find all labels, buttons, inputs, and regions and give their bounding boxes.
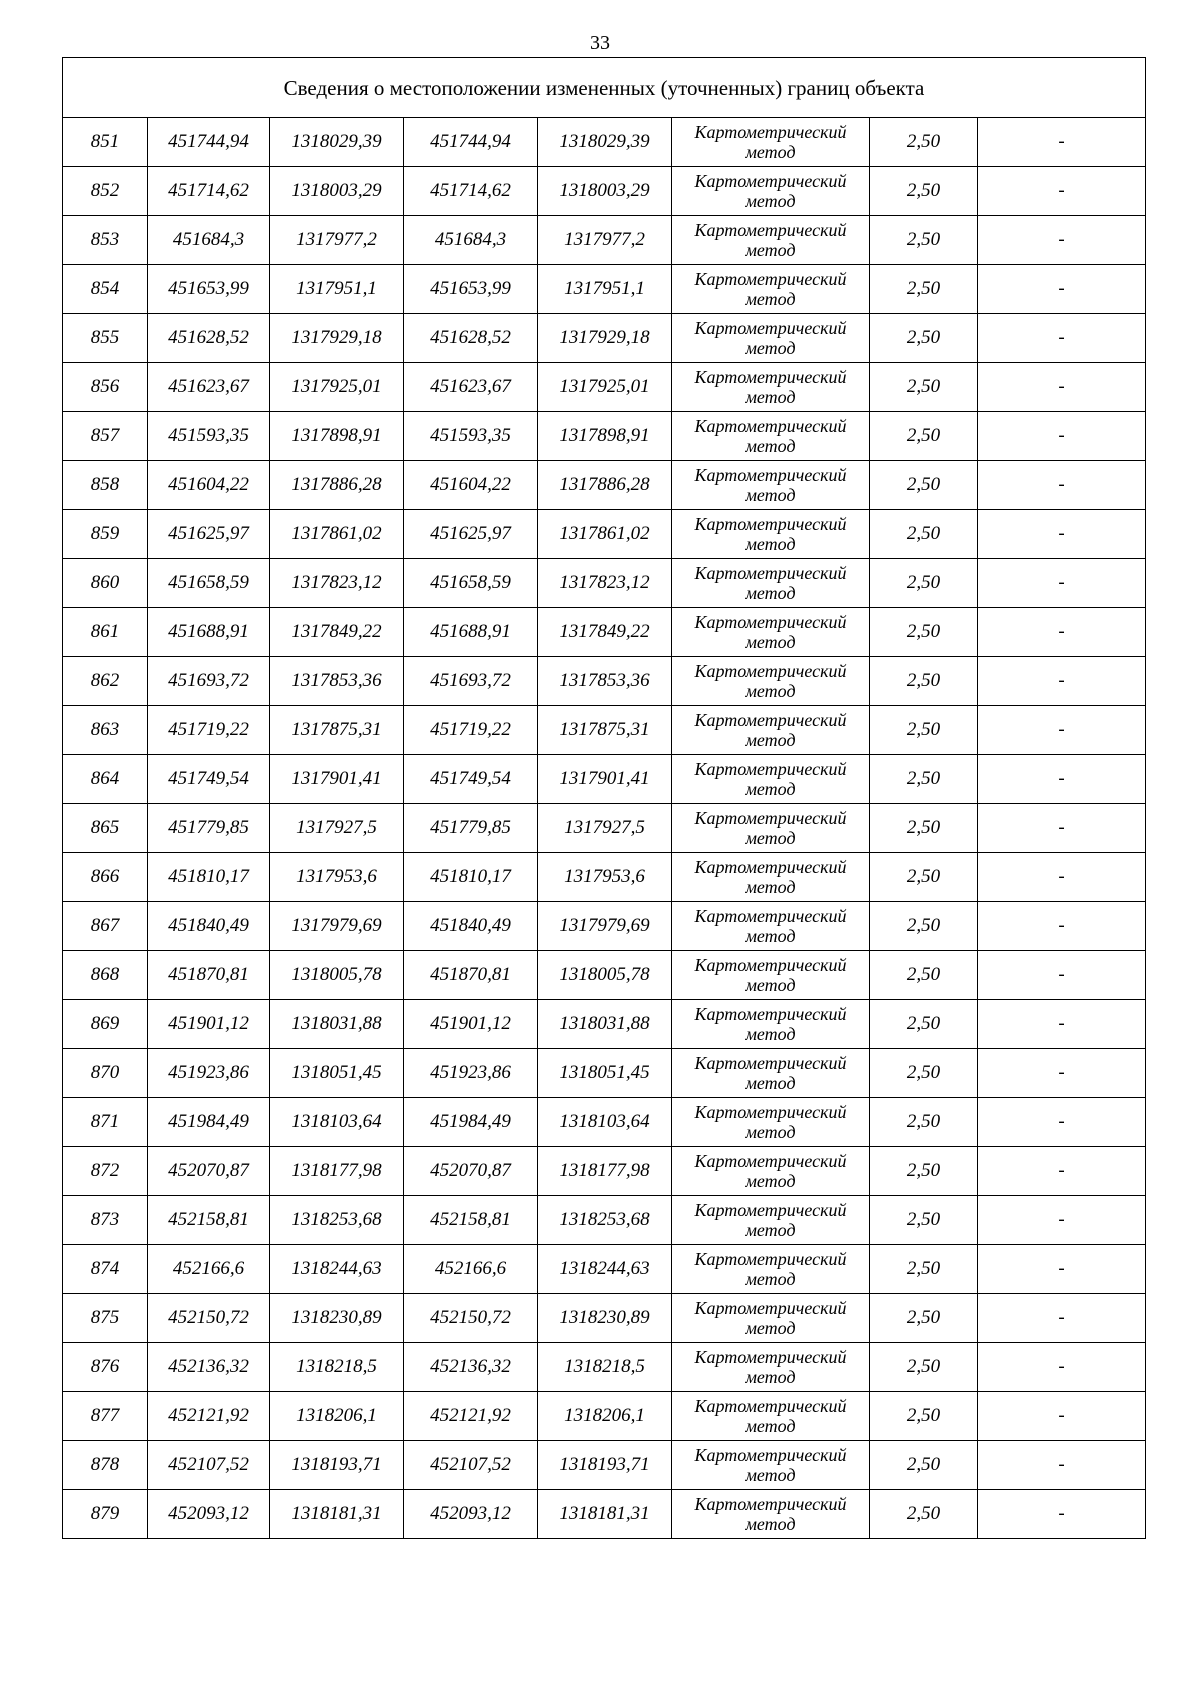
method-cell: Картометрический метод [672,1000,870,1049]
point-number-cell: 874 [63,1245,148,1294]
y-refined-cell: 1318003,29 [538,167,672,216]
accuracy-cell: 2,50 [870,755,978,804]
note-cell: - [978,902,1146,951]
point-number-cell: 864 [63,755,148,804]
note-cell: - [978,559,1146,608]
note-cell: - [978,706,1146,755]
y-refined-cell: 1317951,1 [538,265,672,314]
x-refined-cell: 451658,59 [404,559,538,608]
method-cell: Картометрический метод [672,1294,870,1343]
table-row [63,1343,1146,1392]
point-number-cell: 877 [63,1392,148,1441]
y-existing-cell: 1318177,98 [270,1147,404,1196]
table-row [63,1098,1146,1147]
method-cell: Картометрический метод [672,853,870,902]
y-refined-cell: 1317925,01 [538,363,672,412]
x-refined-cell: 452158,81 [404,1196,538,1245]
y-refined-cell: 1317901,41 [538,755,672,804]
point-number-cell: 867 [63,902,148,951]
note-cell: - [978,1049,1146,1098]
accuracy-cell: 2,50 [870,314,978,363]
point-number-cell: 859 [63,510,148,559]
table-row [63,902,1146,951]
y-existing-cell: 1317875,31 [270,706,404,755]
accuracy-cell: 2,50 [870,265,978,314]
x-refined-cell: 452166,6 [404,1245,538,1294]
accuracy-cell: 2,50 [870,1490,978,1539]
y-refined-cell: 1317849,22 [538,608,672,657]
accuracy-cell: 2,50 [870,1392,978,1441]
accuracy-cell: 2,50 [870,804,978,853]
table-row [63,510,1146,559]
point-number-cell: 878 [63,1441,148,1490]
y-refined-cell: 1317853,36 [538,657,672,706]
x-existing-cell: 451984,49 [148,1098,270,1147]
x-existing-cell: 452136,32 [148,1343,270,1392]
y-existing-cell: 1317861,02 [270,510,404,559]
x-existing-cell: 451779,85 [148,804,270,853]
y-refined-cell: 1318181,31 [538,1490,672,1539]
point-number-cell: 873 [63,1196,148,1245]
accuracy-cell: 2,50 [870,1098,978,1147]
x-existing-cell: 451604,22 [148,461,270,510]
coordinates-table [62,57,1146,1539]
x-existing-cell: 451840,49 [148,902,270,951]
method-cell: Картометрический метод [672,1147,870,1196]
accuracy-cell: 2,50 [870,461,978,510]
note-cell: - [978,657,1146,706]
y-refined-cell: 1318103,64 [538,1098,672,1147]
point-number-cell: 869 [63,1000,148,1049]
table-row [63,363,1146,412]
accuracy-cell: 2,50 [870,1245,978,1294]
accuracy-cell: 2,50 [870,1147,978,1196]
point-number-cell: 861 [63,608,148,657]
x-refined-cell: 451984,49 [404,1098,538,1147]
x-refined-cell: 451628,52 [404,314,538,363]
method-cell: Картометрический метод [672,1490,870,1539]
point-number-cell: 856 [63,363,148,412]
y-refined-cell: 1318029,39 [538,118,672,167]
x-existing-cell: 451901,12 [148,1000,270,1049]
y-existing-cell: 1318031,88 [270,1000,404,1049]
y-existing-cell: 1317927,5 [270,804,404,853]
y-refined-cell: 1318031,88 [538,1000,672,1049]
x-refined-cell: 451693,72 [404,657,538,706]
y-existing-cell: 1317849,22 [270,608,404,657]
table-row [63,608,1146,657]
note-cell: - [978,1343,1146,1392]
note-cell: - [978,1000,1146,1049]
table-row [63,1392,1146,1441]
accuracy-cell: 2,50 [870,706,978,755]
point-number-cell: 852 [63,167,148,216]
x-existing-cell: 451810,17 [148,853,270,902]
method-cell: Картометрический метод [672,804,870,853]
x-existing-cell: 451628,52 [148,314,270,363]
method-cell: Картометрический метод [672,510,870,559]
y-existing-cell: 1318193,71 [270,1441,404,1490]
table-row [63,216,1146,265]
x-refined-cell: 451901,12 [404,1000,538,1049]
table-row [63,412,1146,461]
y-refined-cell: 1317823,12 [538,559,672,608]
x-existing-cell: 451658,59 [148,559,270,608]
method-cell: Картометрический метод [672,657,870,706]
method-cell: Картометрический метод [672,1245,870,1294]
point-number-cell: 854 [63,265,148,314]
method-cell: Картометрический метод [672,216,870,265]
method-cell: Картометрический метод [672,265,870,314]
y-existing-cell: 1318230,89 [270,1294,404,1343]
x-existing-cell: 451923,86 [148,1049,270,1098]
method-cell: Картометрический метод [672,1392,870,1441]
method-cell: Картометрический метод [672,1196,870,1245]
method-cell: Картометрический метод [672,363,870,412]
x-existing-cell: 451719,22 [148,706,270,755]
x-existing-cell: 451684,3 [148,216,270,265]
method-cell: Картометрический метод [672,167,870,216]
note-cell: - [978,412,1146,461]
y-refined-cell: 1318206,1 [538,1392,672,1441]
accuracy-cell: 2,50 [870,363,978,412]
method-cell: Картометрический метод [672,461,870,510]
y-existing-cell: 1317853,36 [270,657,404,706]
note-cell: - [978,1147,1146,1196]
method-cell: Картометрический метод [672,1049,870,1098]
table-row [63,1196,1146,1245]
x-existing-cell: 452166,6 [148,1245,270,1294]
table-row [63,167,1146,216]
point-number-cell: 865 [63,804,148,853]
x-refined-cell: 451779,85 [404,804,538,853]
x-existing-cell: 451623,67 [148,363,270,412]
point-number-cell: 855 [63,314,148,363]
table-row [63,657,1146,706]
note-cell: - [978,755,1146,804]
y-refined-cell: 1317886,28 [538,461,672,510]
accuracy-cell: 2,50 [870,118,978,167]
y-existing-cell: 1318029,39 [270,118,404,167]
note-cell: - [978,1392,1146,1441]
y-existing-cell: 1317823,12 [270,559,404,608]
point-number-cell: 858 [63,461,148,510]
accuracy-cell: 2,50 [870,510,978,559]
accuracy-cell: 2,50 [870,1196,978,1245]
accuracy-cell: 2,50 [870,1294,978,1343]
y-refined-cell: 1318005,78 [538,951,672,1000]
note-cell: - [978,1441,1146,1490]
table-row [63,1000,1146,1049]
y-existing-cell: 1318181,31 [270,1490,404,1539]
x-existing-cell: 452093,12 [148,1490,270,1539]
y-existing-cell: 1317929,18 [270,314,404,363]
table-row [63,853,1146,902]
method-cell: Картометрический метод [672,902,870,951]
x-existing-cell: 451870,81 [148,951,270,1000]
accuracy-cell: 2,50 [870,216,978,265]
y-existing-cell: 1318244,63 [270,1245,404,1294]
table-row [63,1441,1146,1490]
x-refined-cell: 452150,72 [404,1294,538,1343]
accuracy-cell: 2,50 [870,1049,978,1098]
note-cell: - [978,1098,1146,1147]
y-existing-cell: 1317886,28 [270,461,404,510]
point-number-cell: 863 [63,706,148,755]
accuracy-cell: 2,50 [870,902,978,951]
x-refined-cell: 452093,12 [404,1490,538,1539]
x-refined-cell: 451744,94 [404,118,538,167]
table-row [63,265,1146,314]
accuracy-cell: 2,50 [870,167,978,216]
x-refined-cell: 451840,49 [404,902,538,951]
y-existing-cell: 1318003,29 [270,167,404,216]
y-refined-cell: 1317979,69 [538,902,672,951]
note-cell: - [978,265,1146,314]
table-row [63,461,1146,510]
table-title: Сведения о местоположении измененных (уточненных) границ объекта [63,58,1146,118]
accuracy-cell: 2,50 [870,608,978,657]
note-cell: - [978,853,1146,902]
x-existing-cell: 452150,72 [148,1294,270,1343]
accuracy-cell: 2,50 [870,412,978,461]
method-cell: Картометрический метод [672,412,870,461]
table-row [63,314,1146,363]
x-existing-cell: 451593,35 [148,412,270,461]
point-number-cell: 857 [63,412,148,461]
table-row [63,951,1146,1000]
method-cell: Картометрический метод [672,118,870,167]
y-existing-cell: 1317925,01 [270,363,404,412]
point-number-cell: 860 [63,559,148,608]
x-existing-cell: 451625,97 [148,510,270,559]
accuracy-cell: 2,50 [870,951,978,1000]
page-number: 33 [590,32,610,54]
accuracy-cell: 2,50 [870,1343,978,1392]
accuracy-cell: 2,50 [870,853,978,902]
method-cell: Картометрический метод [672,559,870,608]
x-refined-cell: 451870,81 [404,951,538,1000]
y-refined-cell: 1317953,6 [538,853,672,902]
x-existing-cell: 451744,94 [148,118,270,167]
x-existing-cell: 452107,52 [148,1441,270,1490]
method-cell: Картометрический метод [672,1441,870,1490]
table-row [63,1245,1146,1294]
table-row [63,706,1146,755]
point-number-cell: 853 [63,216,148,265]
x-refined-cell: 451593,35 [404,412,538,461]
x-refined-cell: 451719,22 [404,706,538,755]
method-cell: Картометрический метод [672,951,870,1000]
y-existing-cell: 1317953,6 [270,853,404,902]
accuracy-cell: 2,50 [870,559,978,608]
table-row [63,1490,1146,1539]
note-cell: - [978,363,1146,412]
x-existing-cell: 451653,99 [148,265,270,314]
note-cell: - [978,118,1146,167]
table-row [63,559,1146,608]
note-cell: - [978,608,1146,657]
point-number-cell: 870 [63,1049,148,1098]
x-refined-cell: 451625,97 [404,510,538,559]
x-existing-cell: 451693,72 [148,657,270,706]
x-refined-cell: 451923,86 [404,1049,538,1098]
x-refined-cell: 451688,91 [404,608,538,657]
note-cell: - [978,216,1146,265]
note-cell: - [978,1245,1146,1294]
method-cell: Картометрический метод [672,1098,870,1147]
y-refined-cell: 1317977,2 [538,216,672,265]
x-existing-cell: 452158,81 [148,1196,270,1245]
y-refined-cell: 1317898,91 [538,412,672,461]
y-existing-cell: 1317898,91 [270,412,404,461]
y-refined-cell: 1318230,89 [538,1294,672,1343]
x-existing-cell: 451714,62 [148,167,270,216]
note-cell: - [978,1294,1146,1343]
accuracy-cell: 2,50 [870,1441,978,1490]
y-refined-cell: 1318177,98 [538,1147,672,1196]
y-refined-cell: 1318193,71 [538,1441,672,1490]
y-existing-cell: 1318206,1 [270,1392,404,1441]
table-title-row [63,58,1146,118]
y-refined-cell: 1317929,18 [538,314,672,363]
point-number-cell: 871 [63,1098,148,1147]
x-refined-cell: 452136,32 [404,1343,538,1392]
y-existing-cell: 1317951,1 [270,265,404,314]
note-cell: - [978,314,1146,363]
method-cell: Картометрический метод [672,1343,870,1392]
note-cell: - [978,951,1146,1000]
method-cell: Картометрический метод [672,755,870,804]
point-number-cell: 866 [63,853,148,902]
point-number-cell: 875 [63,1294,148,1343]
x-existing-cell: 451688,91 [148,608,270,657]
x-refined-cell: 451749,54 [404,755,538,804]
note-cell: - [978,167,1146,216]
point-number-cell: 862 [63,657,148,706]
y-existing-cell: 1317901,41 [270,755,404,804]
x-existing-cell: 452070,87 [148,1147,270,1196]
y-refined-cell: 1318218,5 [538,1343,672,1392]
y-existing-cell: 1317977,2 [270,216,404,265]
point-number-cell: 876 [63,1343,148,1392]
accuracy-cell: 2,50 [870,1000,978,1049]
note-cell: - [978,804,1146,853]
x-refined-cell: 451684,3 [404,216,538,265]
x-refined-cell: 452121,92 [404,1392,538,1441]
x-refined-cell: 452070,87 [404,1147,538,1196]
method-cell: Картометрический метод [672,608,870,657]
note-cell: - [978,510,1146,559]
x-existing-cell: 452121,92 [148,1392,270,1441]
method-cell: Картометрический метод [672,314,870,363]
x-refined-cell: 451604,22 [404,461,538,510]
y-refined-cell: 1317927,5 [538,804,672,853]
accuracy-cell: 2,50 [870,657,978,706]
note-cell: - [978,461,1146,510]
y-refined-cell: 1317875,31 [538,706,672,755]
x-refined-cell: 451623,67 [404,363,538,412]
y-existing-cell: 1318253,68 [270,1196,404,1245]
x-refined-cell: 451653,99 [404,265,538,314]
y-refined-cell: 1317861,02 [538,510,672,559]
y-existing-cell: 1317979,69 [270,902,404,951]
x-refined-cell: 451810,17 [404,853,538,902]
y-refined-cell: 1318253,68 [538,1196,672,1245]
y-existing-cell: 1318103,64 [270,1098,404,1147]
table-row [63,804,1146,853]
table-row [63,755,1146,804]
table-row [63,1049,1146,1098]
y-refined-cell: 1318244,63 [538,1245,672,1294]
table-row [63,1294,1146,1343]
table-row [63,1147,1146,1196]
y-existing-cell: 1318051,45 [270,1049,404,1098]
point-number-cell: 851 [63,118,148,167]
method-cell: Картометрический метод [672,706,870,755]
x-existing-cell: 451749,54 [148,755,270,804]
y-existing-cell: 1318218,5 [270,1343,404,1392]
point-number-cell: 879 [63,1490,148,1539]
point-number-cell: 868 [63,951,148,1000]
point-number-cell: 872 [63,1147,148,1196]
y-refined-cell: 1318051,45 [538,1049,672,1098]
x-refined-cell: 452107,52 [404,1441,538,1490]
x-refined-cell: 451714,62 [404,167,538,216]
table-row [63,118,1146,167]
y-existing-cell: 1318005,78 [270,951,404,1000]
note-cell: - [978,1196,1146,1245]
note-cell: - [978,1490,1146,1539]
